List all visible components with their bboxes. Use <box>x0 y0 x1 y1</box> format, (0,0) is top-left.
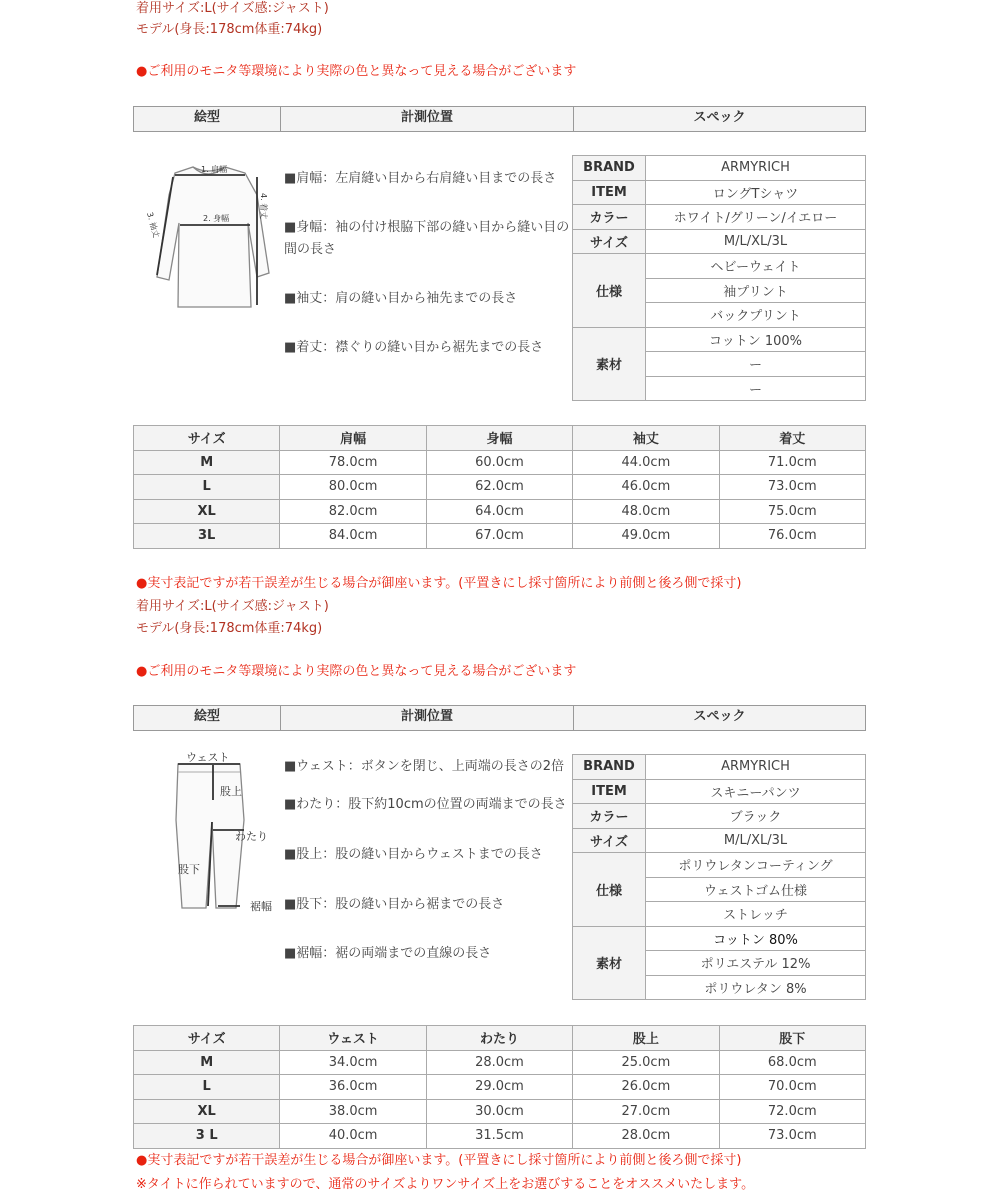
size-cell: 78.0cm <box>280 450 426 475</box>
size-header: サイズ <box>134 426 280 451</box>
size-cell: 80.0cm <box>280 475 426 500</box>
fit-size-note: 着用サイズ:L(サイズ感:ジャスト) <box>136 599 329 614</box>
size-header: わたり <box>426 1026 572 1051</box>
size-cell: 30.0cm <box>426 1099 572 1124</box>
pants-illustration <box>160 750 285 915</box>
measure-descriptions <box>284 168 574 386</box>
size-cell: 73.0cm <box>719 1124 865 1149</box>
measure-item: ■股上：股の縫い目からウェストまでの長さ <box>284 847 543 862</box>
spec-value-brand: ARMYRICH <box>646 156 866 181</box>
measure-item: ■ウェスト：ボタンを閉じ、上両端の長さの2倍 <box>284 759 565 774</box>
size-cell: 26.0cm <box>573 1075 719 1100</box>
table-row <box>134 1099 866 1124</box>
spec-value-material: コットン 80% <box>646 926 866 951</box>
measurement-error-note: ●実寸表記ですが若干誤差が生じる場合が御座います。(平置きにし採寸箇所により前側と後ろ側で採寸) <box>136 576 742 591</box>
label-hem: 裾幅 <box>250 900 272 913</box>
size-header: 着丈 <box>719 426 865 451</box>
spec-key-brand: BRAND <box>573 755 646 780</box>
spec-value-material: ー <box>646 352 866 377</box>
size-cell: 62.0cm <box>426 475 572 500</box>
table-row <box>134 1050 866 1075</box>
size-header: 肩幅 <box>280 426 426 451</box>
table-row <box>134 499 866 524</box>
size-header: サイズ <box>134 1026 280 1051</box>
size-cell: M <box>134 450 280 475</box>
spec-table <box>572 155 866 401</box>
measure-item: ■袖丈：肩の縫い目から袖先までの長さ <box>284 291 518 306</box>
measure-item: ■着丈：襟ぐりの縫い目から裾先までの長さ <box>284 340 544 355</box>
spec-key-material: 素材 <box>573 926 646 1000</box>
size-cell: 49.0cm <box>573 524 719 549</box>
size-cell: 73.0cm <box>719 475 865 500</box>
size-header: 股下 <box>719 1026 865 1051</box>
tight-fit-note: ※タイトに作られていますので、通常のサイズよりワンサイズ上をお選びすることをオススメいたします。 <box>136 1177 755 1192</box>
size-cell: 31.5cm <box>426 1124 572 1149</box>
size-header: 身幅 <box>426 426 572 451</box>
spec-key-size: サイズ <box>573 828 646 853</box>
spec-key-color: カラー <box>573 804 646 829</box>
size-cell: 75.0cm <box>719 499 865 524</box>
spec-key-item: ITEM <box>573 180 646 205</box>
size-cell: 3 L <box>134 1124 280 1149</box>
fit-size-note: 着用サイズ:L(サイズ感:ジャスト) <box>136 1 329 16</box>
label-length: 4. 着丈 <box>259 193 268 220</box>
table-row <box>134 524 866 549</box>
spec-value-size: M/L/XL/3L <box>646 229 866 254</box>
measure-descriptions <box>284 756 574 992</box>
label-thigh: わたり <box>235 830 268 843</box>
spec-header-bar <box>133 705 866 731</box>
header-illustration: 絵型 <box>134 107 281 131</box>
measurement-error-note: ●実寸表記ですが若干誤差が生じる場合が御座います。(平置きにし採寸箇所により前側と後ろ側で採寸) <box>136 1153 742 1168</box>
size-cell: 28.0cm <box>573 1124 719 1149</box>
size-cell: 82.0cm <box>280 499 426 524</box>
spec-key-item: ITEM <box>573 779 646 804</box>
measure-item: ■肩幅：左肩縫い目から右肩縫い目までの長さ <box>284 171 557 186</box>
size-cell: L <box>134 1075 280 1100</box>
table-row <box>134 1075 866 1100</box>
table-row <box>134 475 866 500</box>
measure-item: ■身幅：袖の付け根脇下部の縫い目から縫い目の間の長さ <box>284 220 570 257</box>
monitor-note: ●ご利用のモニタ等環境により実際の色と異なって見える場合がございます <box>136 64 577 79</box>
size-cell: 68.0cm <box>719 1050 865 1075</box>
label-waist: ウェスト <box>186 751 230 764</box>
size-cell: 29.0cm <box>426 1075 572 1100</box>
measure-item: ■わたり：股下約10cmの位置の両端までの長さ <box>284 797 567 812</box>
spec-value-item: ロングTシャツ <box>646 180 866 205</box>
size-cell: 44.0cm <box>573 450 719 475</box>
spec-value-material: コットン 100% <box>646 327 866 352</box>
header-spec: スペック <box>693 110 746 125</box>
header-measure-position: 計測位置 <box>281 107 574 131</box>
size-cell: 34.0cm <box>280 1050 426 1075</box>
spec-value-feature: ポリウレタンコーティング <box>646 853 866 878</box>
size-cell: 64.0cm <box>426 499 572 524</box>
size-cell: 67.0cm <box>426 524 572 549</box>
size-cell: 70.0cm <box>719 1075 865 1100</box>
size-header: ウェスト <box>280 1026 426 1051</box>
size-cell: 84.0cm <box>280 524 426 549</box>
size-header: 袖丈 <box>573 426 719 451</box>
size-cell: 46.0cm <box>573 475 719 500</box>
size-cell: XL <box>134 499 280 524</box>
spec-key-size: サイズ <box>573 229 646 254</box>
spec-value-size: M/L/XL/3L <box>646 828 866 853</box>
size-cell: 72.0cm <box>719 1099 865 1124</box>
size-cell: L <box>134 475 280 500</box>
size-cell: 40.0cm <box>280 1124 426 1149</box>
spec-value-color: ブラック <box>646 804 866 829</box>
measure-item: ■裾幅：裾の両端までの直線の長さ <box>284 946 492 961</box>
size-cell: 76.0cm <box>719 524 865 549</box>
spec-value-feature: バックプリント <box>646 303 866 328</box>
spec-key-color: カラー <box>573 205 646 230</box>
header-measure-position: 計測位置 <box>281 706 574 730</box>
label-sleeve: 3. 袖丈 <box>145 211 161 239</box>
size-cell: 27.0cm <box>573 1099 719 1124</box>
size-cell: 48.0cm <box>573 499 719 524</box>
size-cell: 36.0cm <box>280 1075 426 1100</box>
spec-value-brand: ARMYRICH <box>646 755 866 780</box>
spec-value-color: ホワイト/グリーン/イエロー <box>646 205 866 230</box>
spec-value-feature: ストレッチ <box>646 902 866 927</box>
spec-value-material: ポリウレタン 8% <box>646 975 866 1000</box>
model-note: モデル(身長:178cm体重:74kg) <box>136 22 323 37</box>
spec-value-material: ー <box>646 376 866 401</box>
size-table <box>133 425 866 549</box>
monitor-note: ●ご利用のモニタ等環境により実際の色と異なって見える場合がございます <box>136 664 577 679</box>
size-cell: 60.0cm <box>426 450 572 475</box>
size-cell: 3L <box>134 524 280 549</box>
header-spec: スペック <box>693 709 746 724</box>
size-cell: 28.0cm <box>426 1050 572 1075</box>
spec-key-brand: BRAND <box>573 156 646 181</box>
spec-value-feature: ヘビーウェイト <box>646 254 866 279</box>
size-cell: XL <box>134 1099 280 1124</box>
table-row <box>134 450 866 475</box>
spec-table <box>572 754 866 1000</box>
table-row <box>134 1124 866 1149</box>
label-rise: 股上 <box>220 785 242 798</box>
label-shoulder: 1. 肩幅 <box>201 165 228 174</box>
measure-item: ■股下：股の縫い目から裾までの長さ <box>284 897 505 912</box>
label-body-width: 2. 身幅 <box>203 214 230 223</box>
spec-value-feature: ウェストゴム仕様 <box>646 877 866 902</box>
size-cell: 71.0cm <box>719 450 865 475</box>
spec-header-bar <box>133 106 866 132</box>
size-cell: 38.0cm <box>280 1099 426 1124</box>
tshirt-illustration <box>133 155 283 315</box>
size-table <box>133 1025 866 1149</box>
model-note: モデル(身長:178cm体重:74kg) <box>136 621 323 636</box>
size-cell: 25.0cm <box>573 1050 719 1075</box>
label-inseam: 股下 <box>178 863 200 876</box>
header-illustration: 絵型 <box>134 706 281 730</box>
spec-key-material: 素材 <box>573 327 646 401</box>
size-header: 股上 <box>573 1026 719 1051</box>
size-cell: M <box>134 1050 280 1075</box>
spec-value-material: ポリエステル 12% <box>646 951 866 976</box>
spec-value-item: スキニーパンツ <box>646 779 866 804</box>
spec-value-feature: 袖プリント <box>646 278 866 303</box>
spec-key-features: 仕様 <box>573 254 646 328</box>
spec-key-features: 仕様 <box>573 853 646 927</box>
